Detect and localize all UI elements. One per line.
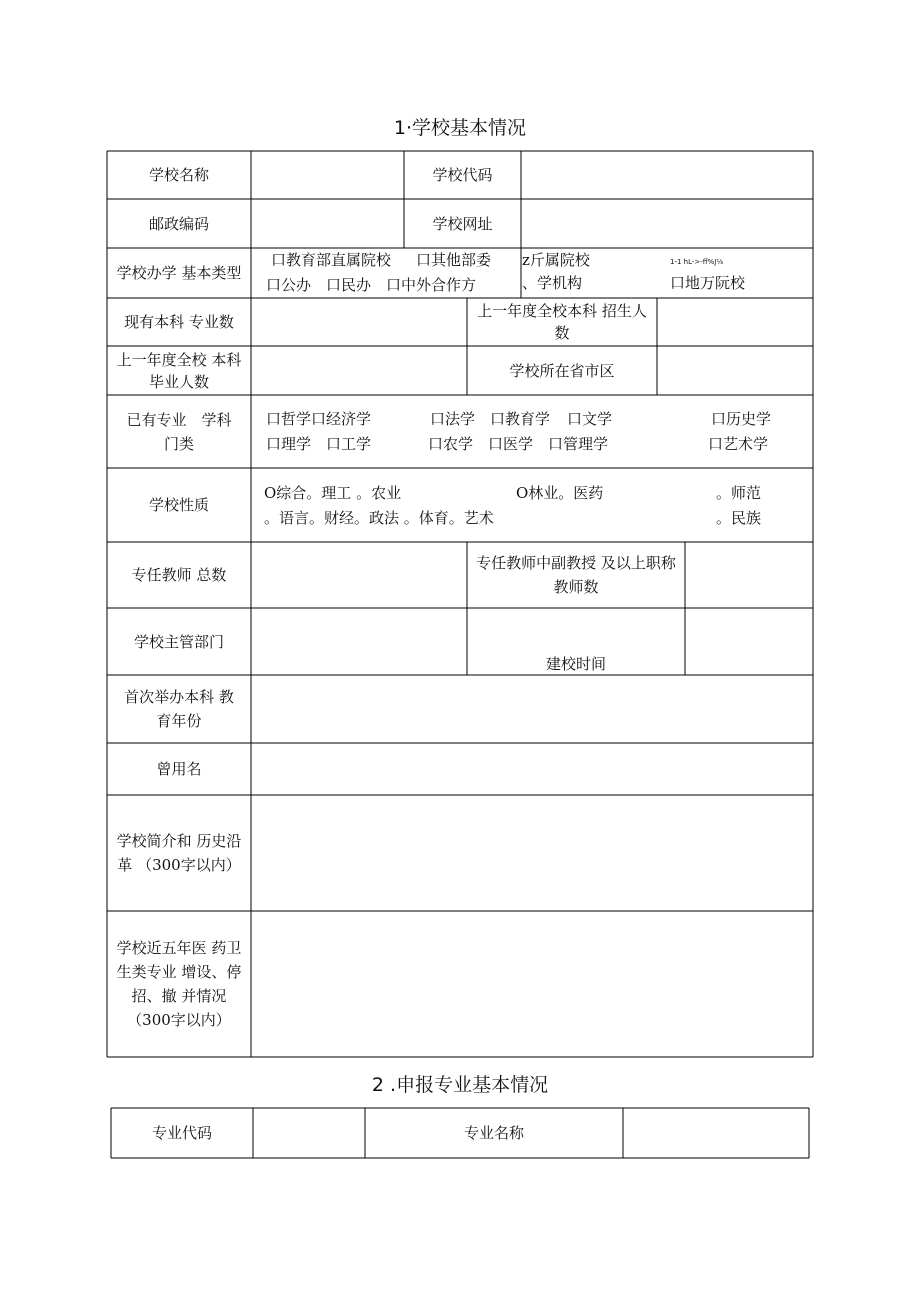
enrollment-label: 上一年度全校本科 招生人数 xyxy=(477,302,647,342)
discipline-agriculture[interactable]: 口农学 xyxy=(428,435,474,453)
disciplines-label: 已有专业 学科门类 xyxy=(126,410,232,453)
school-type-label: 学校办学 基本类型 xyxy=(116,264,242,282)
founded-field[interactable] xyxy=(685,608,813,675)
postal-code-label: 邮政编码 xyxy=(148,214,209,233)
teachers-label: 专任教师 总数 xyxy=(131,566,227,584)
school-website-label: 学校网址 xyxy=(432,214,493,233)
teachers-field[interactable] xyxy=(251,542,467,608)
school-name-field[interactable] xyxy=(251,151,404,199)
school-code-field[interactable] xyxy=(521,151,813,199)
discipline-philosophy-econ[interactable]: 口哲学口经济学 xyxy=(266,410,372,428)
major-code-label: 专业代码 xyxy=(151,1124,212,1142)
founded-label: 建校时间 xyxy=(545,655,606,673)
section1-title: 1·学校基本情况 xyxy=(393,117,527,139)
school-name-label: 学校名称 xyxy=(148,166,209,184)
school-type-dept-school[interactable]: z斤属院校 xyxy=(522,251,590,269)
discipline-history[interactable]: 口历史学 xyxy=(711,410,772,428)
school-type-scribble: 1-1 hL->-ff%J⅛ xyxy=(670,258,724,266)
school-type-sino-foreign[interactable]: 口中外合作方 xyxy=(386,276,477,294)
nature-normal[interactable]: 。师范 xyxy=(716,484,762,502)
senior-teachers-label: 专任教师中副教授 及以上职称教师数 xyxy=(476,554,676,596)
former-name-field[interactable] xyxy=(251,743,813,795)
medical-changes-field[interactable] xyxy=(251,911,813,1057)
first-undergrad-label: 首次举办本科 教育年份 xyxy=(124,688,234,730)
graduates-label: 上一年度全校 本科毕业人数 xyxy=(116,350,242,391)
major-code-field[interactable] xyxy=(253,1108,365,1158)
school-code-label: 学校代码 xyxy=(432,166,493,184)
former-name-label: 曾用名 xyxy=(156,760,202,778)
school-website-field[interactable] xyxy=(521,199,813,248)
section2-title: 2 .申报专业基本情况 xyxy=(371,1074,549,1096)
nature-label: 学校性质 xyxy=(148,496,209,514)
school-type-moe[interactable]: 口教育部直属院校 xyxy=(271,251,392,269)
graduates-field[interactable] xyxy=(251,346,467,395)
discipline-education[interactable]: 口教育学 xyxy=(490,410,551,428)
nature-ethnic[interactable]: 。民族 xyxy=(716,509,762,527)
province-label: 学校所在省市区 xyxy=(509,361,615,380)
school-type-other-ministry[interactable]: 口其他部委 xyxy=(416,251,492,269)
discipline-art[interactable]: 口艺术学 xyxy=(708,435,769,453)
province-field[interactable] xyxy=(657,346,813,395)
nature-comp-sci-agri[interactable]: O综合。理工 。农业 xyxy=(264,484,402,502)
intro-label: 学校简介和 历史沿革 （300字以内） xyxy=(116,832,242,874)
school-type-public[interactable]: 口公办 xyxy=(266,276,312,294)
senior-teachers-field[interactable] xyxy=(685,542,813,608)
school-type-private[interactable]: 口民办 xyxy=(326,276,372,294)
nature-forest-med[interactable]: O林业。医药 xyxy=(516,484,604,502)
discipline-management[interactable]: 口管理学 xyxy=(548,435,609,453)
discipline-literature[interactable]: 口文学 xyxy=(567,410,613,428)
nature-lang-fin-pol-sport-art[interactable]: 。语言。财经。政法 。体育。艺术 xyxy=(264,509,494,527)
enrollment-field[interactable] xyxy=(657,298,813,346)
authority-field[interactable] xyxy=(251,608,467,675)
major-name-label: 专业名称 xyxy=(463,1124,524,1142)
first-undergrad-field[interactable] xyxy=(251,675,813,743)
authority-label: 学校主管部门 xyxy=(133,632,224,651)
majors-count-field[interactable] xyxy=(251,298,467,346)
school-type-local[interactable]: 口地万阮校 xyxy=(670,274,746,292)
discipline-medicine[interactable]: 口医学 xyxy=(488,435,534,453)
school-type-institution[interactable]: 、学机构 xyxy=(522,274,583,292)
intro-field[interactable] xyxy=(251,795,813,911)
major-name-field[interactable] xyxy=(623,1108,809,1158)
discipline-law[interactable]: 口法学 xyxy=(430,410,476,428)
discipline-science[interactable]: 口理学 xyxy=(266,435,312,453)
postal-code-field[interactable] xyxy=(251,199,404,248)
discipline-engineering[interactable]: 口工学 xyxy=(326,435,372,453)
majors-count-label: 现有本科 专业数 xyxy=(124,313,234,331)
medical-changes-label: 学校近五年医 药卫生类专业 增设、停招、撤 并情况 （300字以内） xyxy=(116,939,242,1029)
